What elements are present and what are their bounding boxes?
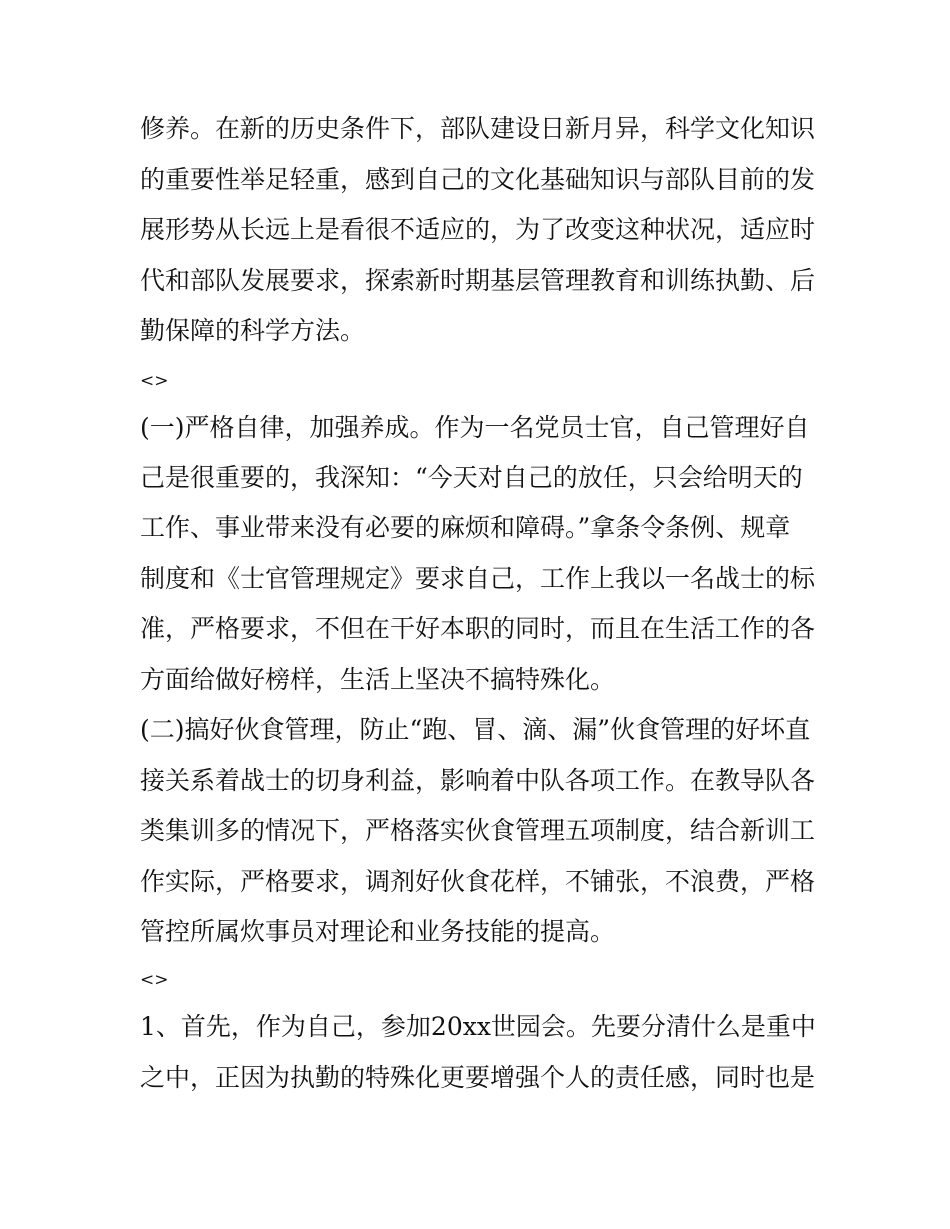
- section-marker: <>: [140, 970, 169, 990]
- text-line: 展形势从长远上是看很不适应的，为了改变这种状况，适应时: [140, 215, 816, 244]
- text-line: 工作、事业带来没有必要的麻烦和障碍。”拿条令条例、规章: [140, 513, 791, 542]
- text-line: 接关系着战士的切身利益，影响着中队各项工作。在教导队各: [140, 766, 816, 795]
- text-line: 制度和《士官管理规定》要求自己，工作上我以一名战士的标: [140, 564, 816, 593]
- text-line: 代和部队发展要求，探索新时期基层管理教育和训练执勤、后: [140, 266, 816, 295]
- text-line: 管控所属炊事员对理论和业务技能的提高。: [140, 917, 616, 946]
- text-line: (一)严格自律，加强养成。作为一名党员士官，自己管理好自: [140, 413, 810, 442]
- text-line: 己是很重要的，我深知：“今天对自己的放任，只会给明天的: [140, 463, 803, 492]
- text-line: 勤保障的科学方法。: [140, 316, 366, 345]
- text-line: 修养。在新的历史条件下，部队建设日新月异，科学文化知识: [140, 114, 816, 143]
- text-line: 之中，正因为执勤的特殊化更要增强个人的责任感，同时也是: [140, 1063, 816, 1092]
- text-line: 的重要性举足轻重，感到自己的文化基础知识与部队目前的发: [140, 165, 816, 194]
- text-line: 方面给做好榜样，生活上坚决不搞特殊化。: [140, 665, 616, 694]
- text-line: 准，严格要求，不但在干好本职的同时，而且在生活工作的各: [140, 614, 816, 643]
- text-line: 1、首先，作为自己，参加20xx世园会。先要分清什么是重中: [140, 1012, 816, 1041]
- section-marker: <>: [140, 371, 169, 391]
- text-line: 类集训多的情况下，严格落实伙食管理五项制度，结合新训工: [140, 816, 816, 845]
- text-line: 作实际，严格要求，调剂好伙食花样，不铺张，不浪费，严格: [140, 867, 816, 896]
- text-line: (二)搞好伙食管理，防止“跑、冒、滴、漏”伙食管理的好坏直: [140, 715, 811, 744]
